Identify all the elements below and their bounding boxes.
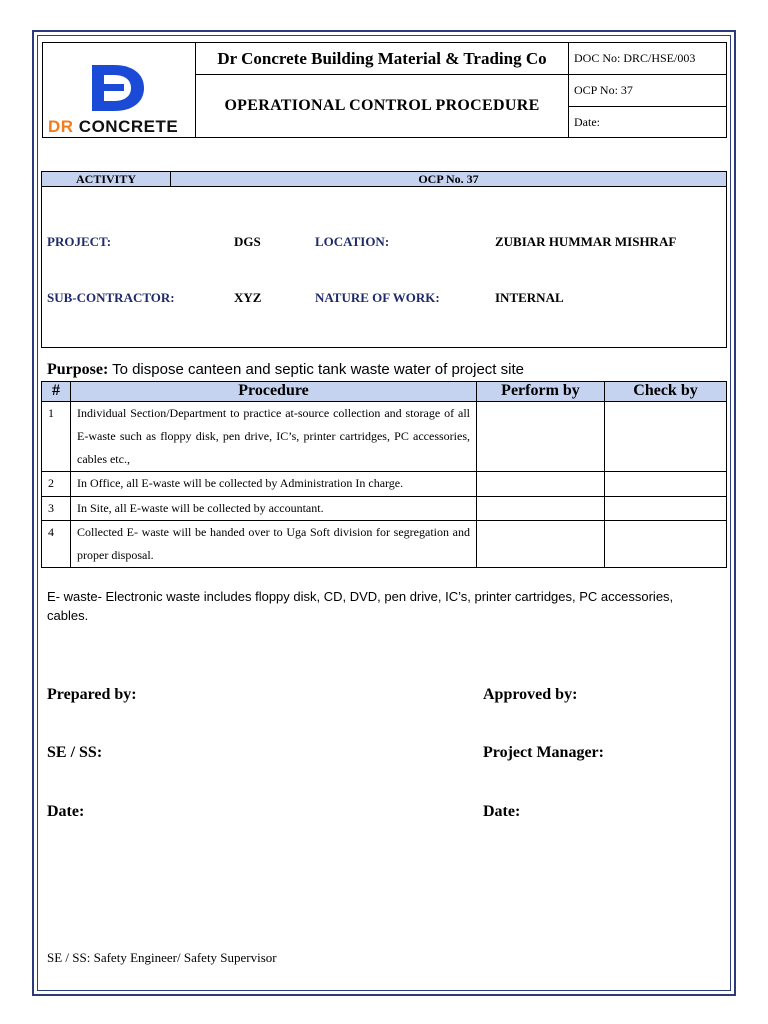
row-perform-by [477, 402, 605, 472]
logo-cell [43, 43, 196, 138]
row-procedure: In Site, all E-waste will be collected by accountant. [71, 497, 477, 521]
col-header-perform-by: Perform by [477, 382, 605, 402]
date-left-label: Date: [47, 803, 85, 820]
col-header-check-by: Check by [605, 382, 727, 402]
ocp-number: OCP No: 37 [569, 75, 727, 107]
row-perform-by [477, 497, 605, 521]
logo-word-dr: DR [48, 117, 74, 136]
table-row [42, 472, 727, 497]
col-header-procedure: Procedure [71, 382, 477, 402]
row-check-by [605, 497, 727, 521]
purpose-line [47, 361, 524, 379]
row-check-by [605, 402, 727, 472]
table-row [42, 497, 727, 521]
prepared-by-label: Prepared by: [47, 686, 137, 703]
table-row [42, 402, 727, 472]
project-info-box [41, 186, 727, 348]
row-procedure: Individual Section/Department to practice at-source collection and storage of all E-waste such as floppy disk, pen drive, IC’s, printer cartridges, PC accessories, cables etc., [71, 402, 477, 472]
row-check-by [605, 472, 727, 497]
location-value: ZUBIAR HUMMAR MISHRAF [495, 234, 677, 249]
logo-word-concrete: CONCRETE [78, 117, 179, 136]
purpose-text: To dispose canteen and septic tank waste water of project site [112, 361, 524, 378]
row-perform-by [477, 521, 605, 568]
row-procedure: In Office, all E-waste will be collected by Administration In charge. [71, 472, 477, 497]
row-number: 4 [42, 521, 71, 568]
row-number: 2 [42, 472, 71, 497]
table-row [42, 521, 727, 568]
approved-by-label: Approved by: [483, 686, 578, 703]
purpose-label: Purpose: [47, 361, 109, 378]
document-title: OPERATIONAL CONTROL PROCEDURE [196, 75, 569, 138]
date-field: Date: [569, 107, 727, 138]
e-waste-note: E- waste- Electronic waste includes floppy disk, CD, DVD, pen drive, IC’s, printer cartridges, PC accessories, cables. [47, 589, 674, 623]
activity-bar [41, 171, 727, 187]
location-label: LOCATION: [315, 234, 390, 249]
row-check-by [605, 521, 727, 568]
logo-wordmark [48, 117, 178, 137]
footer-note: SE / SS: Safety Engineer/ Safety Supervisor [47, 950, 277, 965]
row-number: 3 [42, 497, 71, 521]
subcontractor-label: SUB-CONTRACTOR: [47, 290, 175, 305]
row-number: 1 [42, 402, 71, 472]
nature-of-work-label: NATURE OF WORK: [315, 290, 440, 305]
company-name: Dr Concrete Building Material & Trading Co [196, 43, 569, 75]
row-perform-by [477, 472, 605, 497]
col-header-number: # [42, 382, 71, 402]
document-header [42, 42, 727, 138]
se-ss-label: SE / SS: [47, 744, 103, 761]
project-label: PROJECT: [47, 234, 112, 249]
date-right-label: Date: [483, 803, 521, 820]
activity-label: ACTIVITY [42, 172, 171, 186]
activity-ocp-label: OCP No. 37 [418, 172, 479, 186]
subcontractor-value: XYZ [234, 290, 262, 305]
row-procedure: Collected E- waste will be handed over to Uga Soft division for segregation and proper disposal. [71, 521, 477, 568]
project-manager-label: Project Manager: [483, 744, 604, 761]
project-value: DGS [234, 234, 261, 249]
nature-of-work-value: INTERNAL [495, 290, 564, 305]
doc-number: DOC No: DRC/HSE/003 [569, 43, 727, 75]
dr-concrete-logo-mark [88, 61, 148, 115]
procedure-table-header [42, 382, 727, 402]
procedure-table [41, 381, 727, 568]
